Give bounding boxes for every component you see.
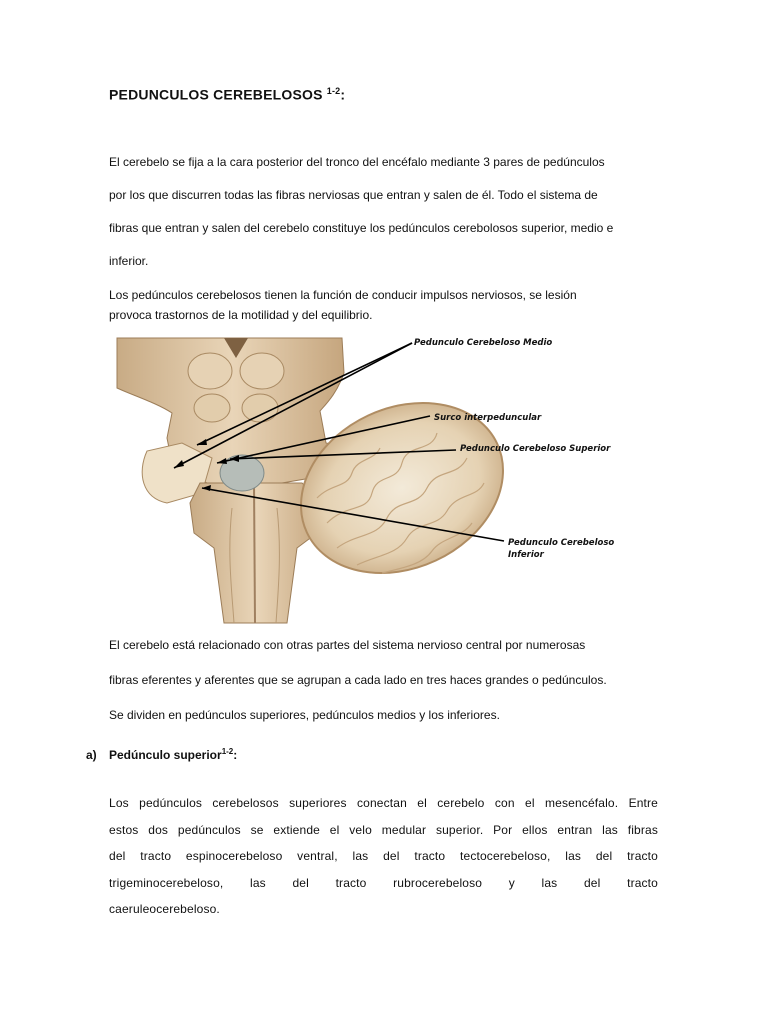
- paragraph-line: provoca trastornos de la motilidad y del equilibrio.: [109, 308, 373, 322]
- paragraph-line: estos dos pedúnculos se extiende el velo medular superior. Por ellos entran las fibras: [109, 822, 658, 837]
- paragraph-line: caeruleocerebeloso.: [109, 902, 220, 916]
- title-reference: 1-2: [326, 86, 341, 96]
- paragraph-line: fibras que entran y salen del cerebelo constituye los pedúnculos cerebolosos superior, medio e: [109, 221, 614, 235]
- section-title: Pedúnculo superior: [109, 748, 222, 762]
- paragraph-line: El cerebelo se fija a la cara posterior del tronco del encéfalo mediante 3 pares de pedúnculos: [109, 155, 605, 169]
- section-heading-superior: [86, 747, 237, 762]
- superior-paragraph: [109, 790, 658, 923]
- paragraph-line: Los pedúnculos cerebelosos superiores conectan el cerebelo con el mesencéfalo. Entre: [109, 796, 658, 810]
- function-paragraph: [109, 285, 661, 325]
- brainstem-illustration: [112, 333, 652, 628]
- label-inferior-2: Inferior: [508, 550, 544, 560]
- section-reference: 1-2: [221, 747, 234, 756]
- list-marker: a): [86, 748, 97, 762]
- paragraph-line: fibras eferentes y aferentes que se agrupan a cada lado en tres haces grandes o pedúnculos.: [109, 673, 607, 687]
- section-suffix: :: [233, 748, 238, 762]
- title-text: PEDUNCULOS CEREBELOSOS: [109, 86, 323, 103]
- anatomy-figure: [112, 333, 652, 628]
- median-fissure: [254, 483, 255, 623]
- title-suffix: :: [340, 86, 346, 103]
- paragraph-line: El cerebelo está relacionado con otras partes del sistema nervioso central por numerosas: [109, 638, 586, 652]
- paragraph-line: trigeminocerebeloso, las del tracto rubrocerebeloso y las del tracto: [109, 875, 658, 890]
- label-superior: Pedunculo Cerebeloso Superior: [460, 444, 611, 454]
- label-medio: Pedunculo Cerebeloso Medio: [414, 338, 553, 348]
- relations-paragraph: [109, 628, 669, 733]
- colliculus-lower-left: [194, 394, 230, 422]
- paragraph-line: inferior.: [109, 254, 149, 268]
- intro-paragraph: [109, 146, 661, 278]
- label-surco: Surco interpeduncular: [434, 413, 542, 423]
- paragraph-line: Se dividen en pedúnculos superiores, pedúnculos medios y los inferiores.: [109, 708, 500, 722]
- page-title: [109, 86, 345, 103]
- paragraph-line: del tracto espinocerebeloso ventral, las del tracto tectocerebeloso, las del tracto: [109, 849, 658, 863]
- colliculus-lower-right: [242, 394, 278, 422]
- paragraph-line: por los que discurren todas las fibras nerviosas que entran y salen de él. Todo el sistema de: [109, 188, 598, 202]
- paragraph-line: Los pedúnculos cerebelosos tienen la función de conducir impulsos nerviosos, se lesión: [109, 288, 577, 302]
- colliculus-right: [240, 353, 284, 389]
- label-inferior-1: Pedunculo Cerebeloso: [508, 538, 615, 548]
- colliculus-left: [188, 353, 232, 389]
